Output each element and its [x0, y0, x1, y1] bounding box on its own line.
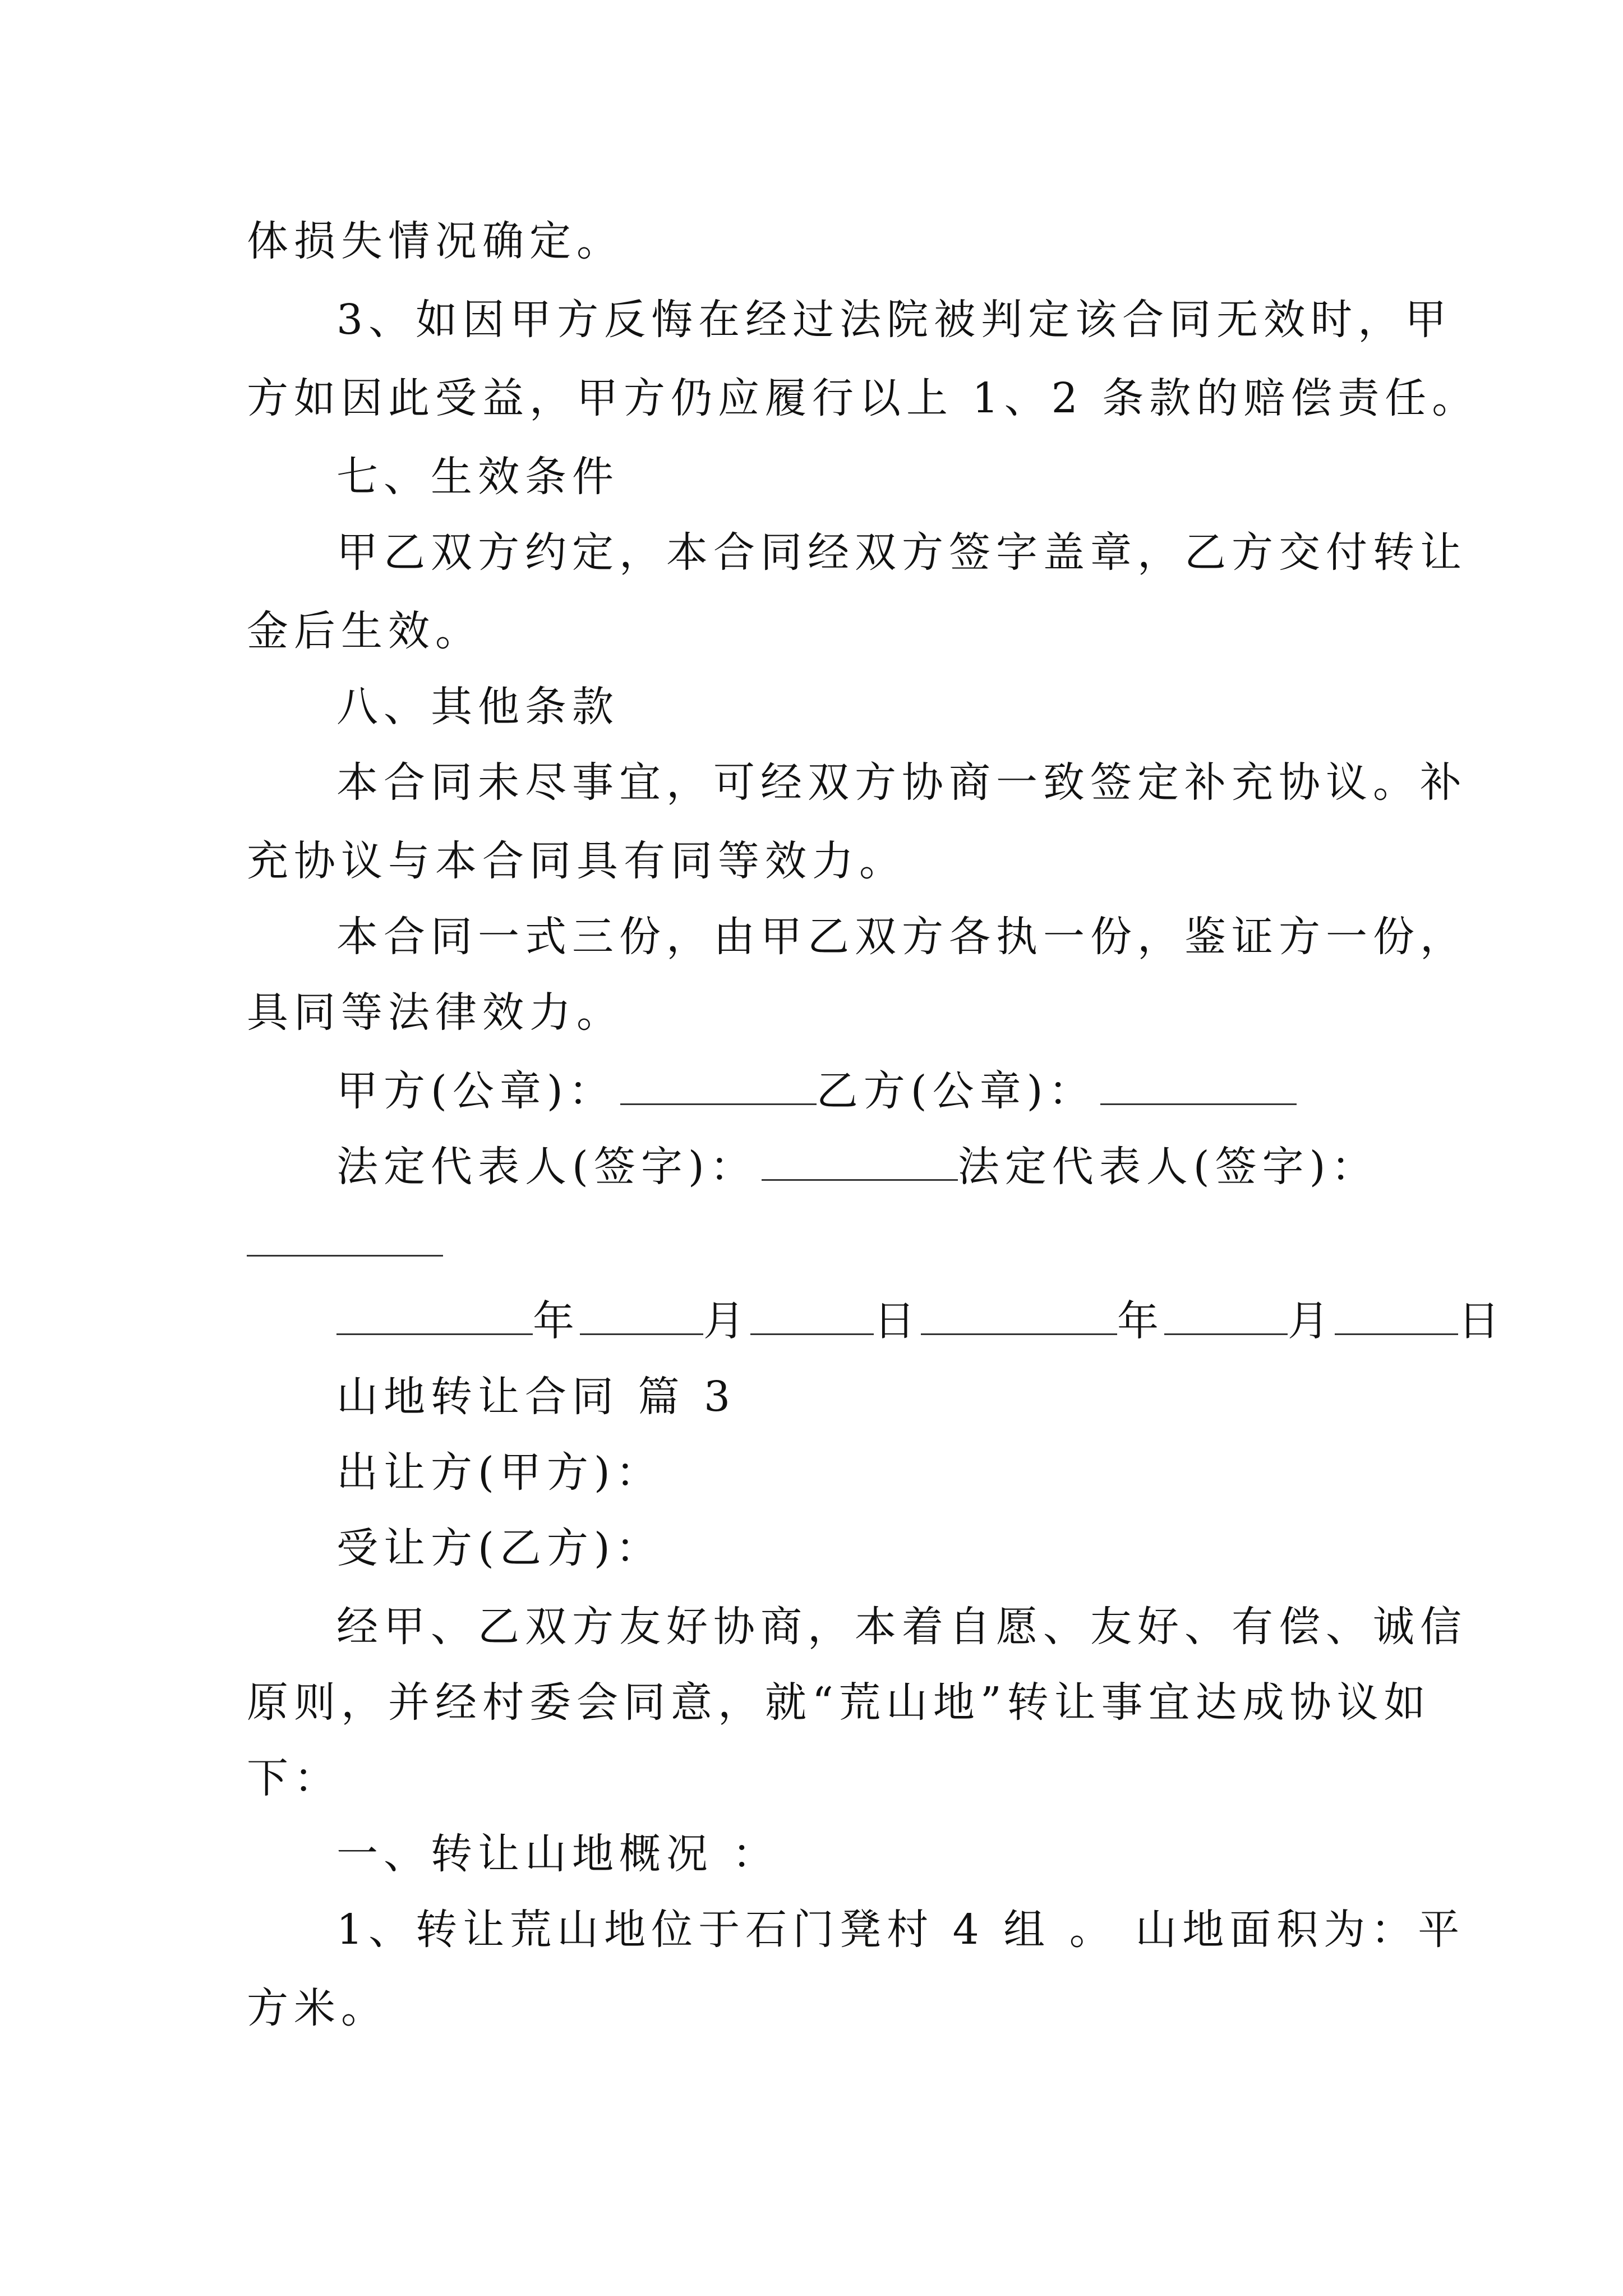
day-a-label: 日 [874, 1297, 921, 1345]
paragraph-line: 方如因此受益，甲方仍应履行以上 1、2 条款的赔偿责任。 [247, 374, 1479, 422]
party-a-seal-label: 甲方(公章)： [336, 1067, 616, 1115]
paragraph-line: 充协议与本合同具有同等效力。 [247, 837, 906, 885]
paragraph-line: 体损失情况确定。 [247, 217, 624, 265]
paragraph-line: 本合同未尽事宜，可经双方协商一致签定补充协议。补 [336, 758, 1467, 807]
month-a-label: 月 [703, 1297, 750, 1345]
paragraph-line: 甲乙双方约定，本合同经双方签字盖章，乙方交付转让 [336, 528, 1467, 577]
month-b-blank [1164, 1294, 1288, 1335]
rep-a-blank [762, 1140, 958, 1181]
paragraph-line: 3、如因甲方反悔在经过法院被判定该合同无效时，甲 [336, 296, 1453, 344]
paragraph-line: 原则，并经村委会同意，就“荒山地”转让事宜达成协议如 [247, 1678, 1431, 1727]
section-title: 山地转让合同 篇 3 [336, 1373, 736, 1421]
day-b-label: 日 [1458, 1297, 1505, 1345]
day-b-blank [1335, 1294, 1458, 1335]
paragraph-line: 方米。 [247, 1984, 388, 2032]
paragraph-line: 具同等法律效力。 [247, 988, 624, 1037]
rep-b-blank [247, 1216, 443, 1257]
paragraph-line: 1、转让荒山地位于石门凳村 4 组 。 山地面积为：平 [336, 1906, 1465, 1954]
year-a-blank [336, 1294, 533, 1335]
year-a-label: 年 [533, 1297, 580, 1345]
month-a-blank [580, 1294, 703, 1335]
party-b-seal-blank [1100, 1064, 1297, 1105]
transferor-label: 出让方(甲方)： [336, 1448, 663, 1497]
transferee-label: 受让方(乙方)： [336, 1524, 663, 1572]
rep-a-label: 法定代表人(签字)： [336, 1143, 757, 1191]
section-heading: 一、转让山地概况 ： [336, 1830, 780, 1878]
rep-b-label: 法定代表人(签字)： [957, 1143, 1378, 1191]
section-heading: 八、其他条款 [336, 683, 619, 731]
year-b-blank [921, 1294, 1117, 1335]
date-line [336, 1293, 1505, 1349]
paragraph-line: 经甲、乙双方友好协商，本着自愿、友好、有偿、诚信 [336, 1603, 1467, 1651]
rep-b-blank-line [247, 1214, 443, 1271]
paragraph-line: 本合同一式三份，由甲乙双方各执一份，鉴证方一份， [336, 913, 1467, 961]
paragraph-line: 下： [247, 1754, 341, 1802]
year-b-label: 年 [1117, 1297, 1164, 1345]
day-a-blank [750, 1294, 874, 1335]
seal-line [336, 1063, 1297, 1119]
party-a-seal-blank [620, 1064, 817, 1105]
party-b-seal-label: 乙方(公章)： [816, 1067, 1096, 1115]
section-heading: 七、生效条件 [336, 453, 619, 501]
month-b-label: 月 [1288, 1297, 1335, 1345]
paragraph-line: 金后生效。 [247, 607, 482, 655]
representative-line [336, 1139, 1378, 1195]
